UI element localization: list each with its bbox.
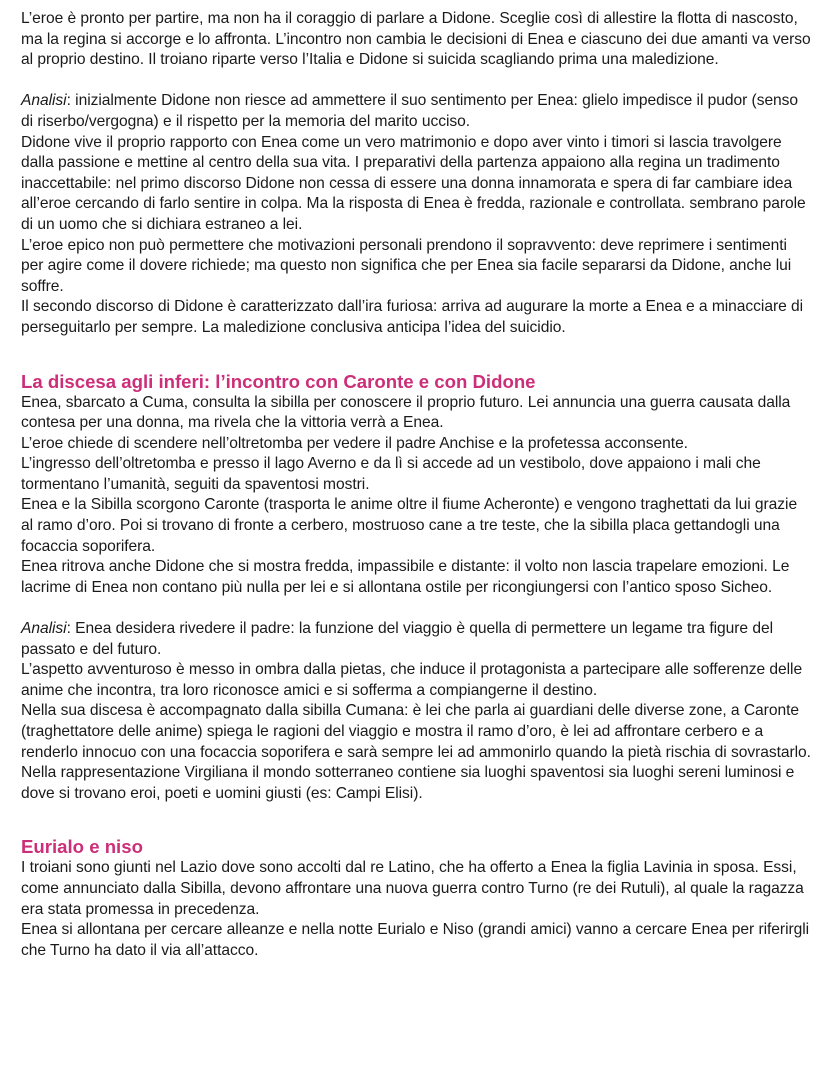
intro-paragraph: Il secondo discorso di Didone è caratterizzato dall’ira furiosa: arriva ad augurare la morte a Enea e a minacciare di perseguitarlo per sempre. La maledizione conclusiva anticipa l’idea del suicidio. bbox=[21, 298, 804, 336]
analysis-text: : Enea desidera rivedere il padre: la funzione del viaggio è quella di permettere un legame tra figure del passato e del futuro. bbox=[21, 620, 773, 658]
intro-paragraph: Didone vive il proprio rapporto con Enea come un vero matrimonio e dopo aver vinto i timori si lascia travolgere dalla passione e mettine al centro della sua vita. I preparativi della partenza appaiono alla regina un tradimento inaccettabile: nel primo discorso Didone non cessa di essere una donna innamorata e spera di far cambiare idea all’eroe cercando di farlo sentire in colpa. Ma la risposta di Enea è fredda, razionale e controllata. sembrano parole di un uomo che si dichiara estraneo a lei. bbox=[21, 133, 806, 233]
section-paragraph: L’eroe chiede di scendere nell’oltretomba per vedere il padre Anchise e la profetessa acconsente. bbox=[21, 434, 688, 452]
section-paragraph: Enea e la Sibilla scorgono Caronte (trasporta le anime oltre il fiume Acheronte) e vengono traghettati da lui grazie al ramo d’oro. Poi si trovano di fronte a cerbero, mostruoso cane a tre teste, che la sibilla placa gettandogli una focaccia soporifera. bbox=[21, 496, 798, 555]
section-heading-inferi: La discesa agli inferi: l’incontro con Caronte e con Didone bbox=[21, 370, 536, 392]
section-paragraph: Nella rappresentazione Virgiliana il mondo sotterraneo contiene sia luoghi spaventosi sia luoghi sereni luminosi e dove si trovano eroi, poeti e uomini giusti (es: Campi Elisi). bbox=[21, 764, 795, 802]
analysis-text: : inizialmente Didone non riesce ad ammettere il suo sentimento per Enea: glielo impedisce il pudor (senso di riserbo/vergogna) e il rispetto per la memoria del marito ucciso. bbox=[21, 92, 799, 130]
analysis-label: Analisi bbox=[21, 92, 67, 110]
section-gap bbox=[21, 339, 811, 370]
intro-paragraph: L’eroe è pronto per partire, ma non ha il coraggio di parlare a Didone. Sceglie così di allestire la flotta di nascosto, ma la regina si accorge e lo affronta. L’incontro non cambia le decisioni di Enea e ciascuno dei due amanti va verso al proprio destino. Il troiano riparte verso l’Italia e Didone si suicida scagliando prima una maledizione. bbox=[21, 10, 811, 69]
document-page bbox=[21, 0, 811, 961]
intro-analysis-paragraph bbox=[21, 91, 811, 132]
section-paragraph: L’ingresso dell’oltretomba e presso il lago Averno e da lì si accede ad un vestibolo, dove appaiono i mali che tormentano l’umanità, seguiti da spaventosi mostri. bbox=[21, 455, 761, 493]
section-paragraph: Enea, sbarcato a Cuma, consulta la sibilla per conoscere il proprio futuro. Lei annuncia una guerra causata dalla contesa per una donna, ma rivela che la vittoria verrà a Enea. bbox=[21, 393, 791, 432]
section-gap bbox=[21, 804, 811, 835]
intro-paragraph: L’eroe epico non può permettere che motivazioni personali prendono il sopravvento: deve reprimere i sentimenti per agire come il dovere richiede; ma questo non significa che per Enea sia facile separarsi da Didone, anche lui soffre. bbox=[21, 236, 792, 295]
analysis-label: Analisi bbox=[21, 620, 67, 638]
paragraph-gap bbox=[21, 71, 811, 92]
paragraph-gap bbox=[21, 598, 811, 619]
section-heading-eurialo: Eurialo e niso bbox=[21, 836, 143, 858]
section-paragraph: Nella sua discesa è accompagnato dalla sibilla Cumana: è lei che parla ai guardiani delle diverse zone, a Caronte (traghettatore delle anime) spiega le ragioni del viaggio e mostra il ramo d’oro, è lei ad affrontare cerbero e a renderlo innocuo con una focaccia soporifera e sarà sempre lei ad ammonirlo quando la pietà rischia di sovrastarlo. bbox=[21, 702, 811, 761]
section-paragraph: I troiani sono giunti nel Lazio dove sono accolti dal re Latino, che ha offerto a Enea la figlia Lavinia in sposa. Essi, come annunciato dalla Sibilla, devono affrontare una nuova guerra contro Turno (re dei Rutuli), al quale la ragazza era stata promessa in precedenza. bbox=[21, 859, 804, 918]
section-analysis-paragraph bbox=[21, 619, 811, 660]
section-paragraph: Enea si allontana per cercare alleanze e nella notte Eurialo e Niso (grandi amici) vanno a cercare Enea per riferirgli che Turno ha dato il via all’attacco. bbox=[21, 921, 810, 959]
section-paragraph: Enea ritrova anche Didone che si mostra fredda, impassibile e distante: il volto non lascia trapelare emozioni. Le lacrime di Enea non contano più nulla per lei e si allontana ostile per ricongiungersi con l’antico sposo Sicheo. bbox=[21, 558, 790, 596]
section-paragraph: L’aspetto avventuroso è messo in ombra dalla pietas, che induce il protagonista a partecipare alle sofferenze delle anime che incontra, tra loro riconosce amici e si sofferma a compiangerne il destino. bbox=[21, 661, 803, 699]
